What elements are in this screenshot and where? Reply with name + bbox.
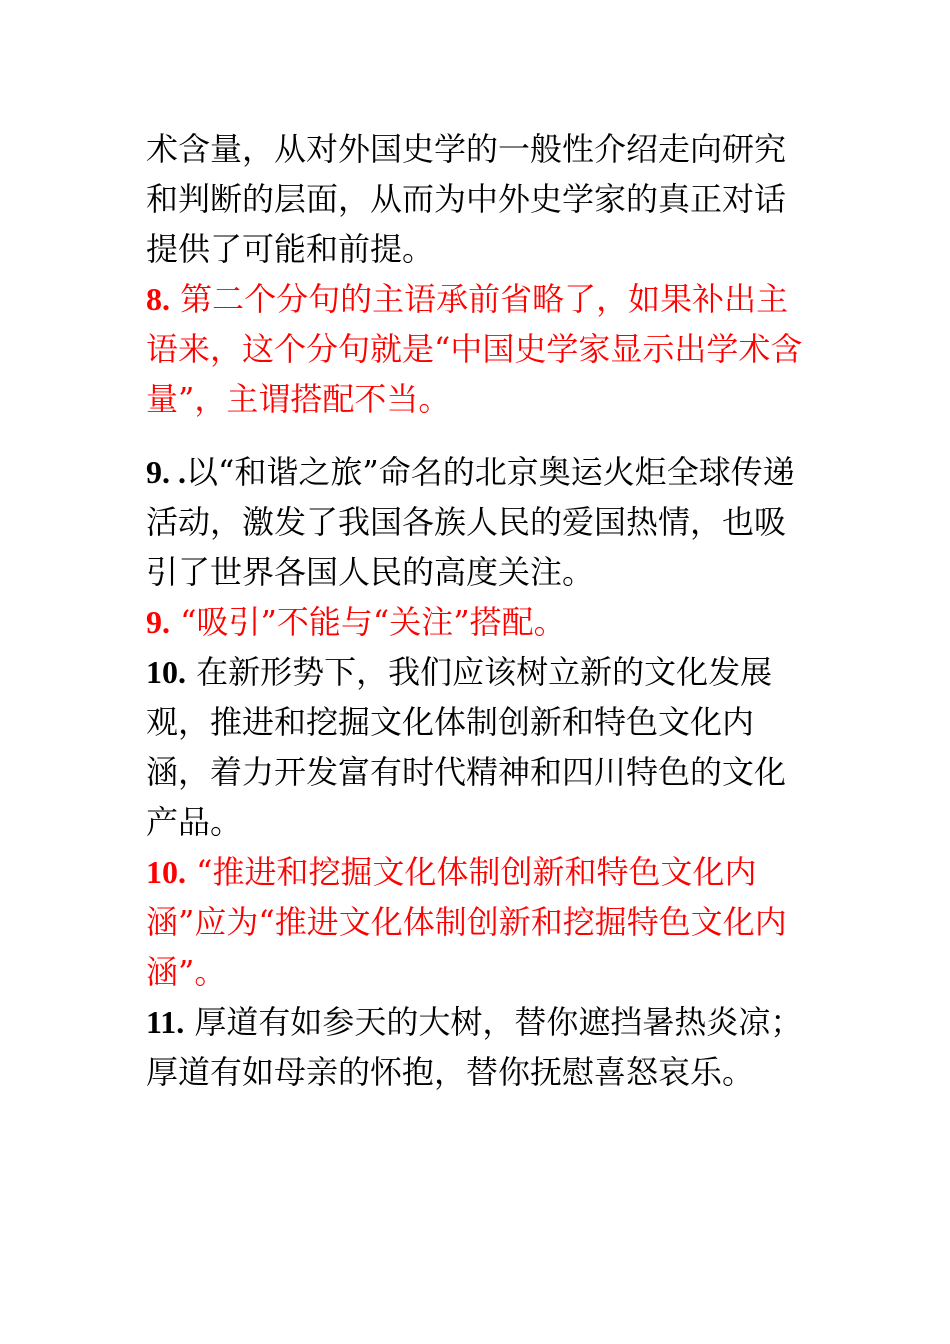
answer-text: “推进和挖掘文化体制创新和特色文化内涵”应为“推进文化体制创新和挖掘特色文化内涵”。 [146,853,787,991]
question-text: 厚道有如参天的大树，替你遮挡暑热炎凉；厚道有如母亲的怀抱，替你抚慰喜怒哀乐。 [146,1003,803,1091]
answer-text: “吸引”不能与“关注”搭配。 [170,603,566,641]
paragraph-text: 术含量，从对外国史学的一般性介绍走向研究和判断的层面，从而为中外史学家的真正对话提供了可能和前提。 [146,130,787,268]
answer-number: 9. [146,604,170,640]
answer-9 [146,597,806,647]
answer-number: 10. [146,854,186,890]
question-number: 10. [146,654,186,690]
question-11 [146,997,806,1097]
question-number: 9. . [146,454,186,490]
question-9 [146,447,806,597]
question-number: 11. [146,1004,185,1040]
question-10 [146,647,806,847]
document-body [146,124,806,1097]
answer-8 [146,274,806,424]
answer-number: 8. [146,281,170,317]
question-text: 以“和谐之旅”命名的北京奥运火炬全球传递活动，激发了我国各族人民的爱国热情，也吸引了世界各国人民的高度关注。 [146,453,795,591]
paragraph-continuation [146,124,806,274]
answer-text: 第二个分句的主语承前省略了，如果补出主语来，这个分句就是“中国史学家显示出学术含量”，主谓搭配不当。 [146,280,803,418]
question-text: 在新形势下，我们应该树立新的文化发展观，推进和挖掘文化体制创新和特色文化内涵，着力开发富有时代精神和四川特色的文化产品。 [146,653,787,841]
answer-10 [146,847,806,997]
